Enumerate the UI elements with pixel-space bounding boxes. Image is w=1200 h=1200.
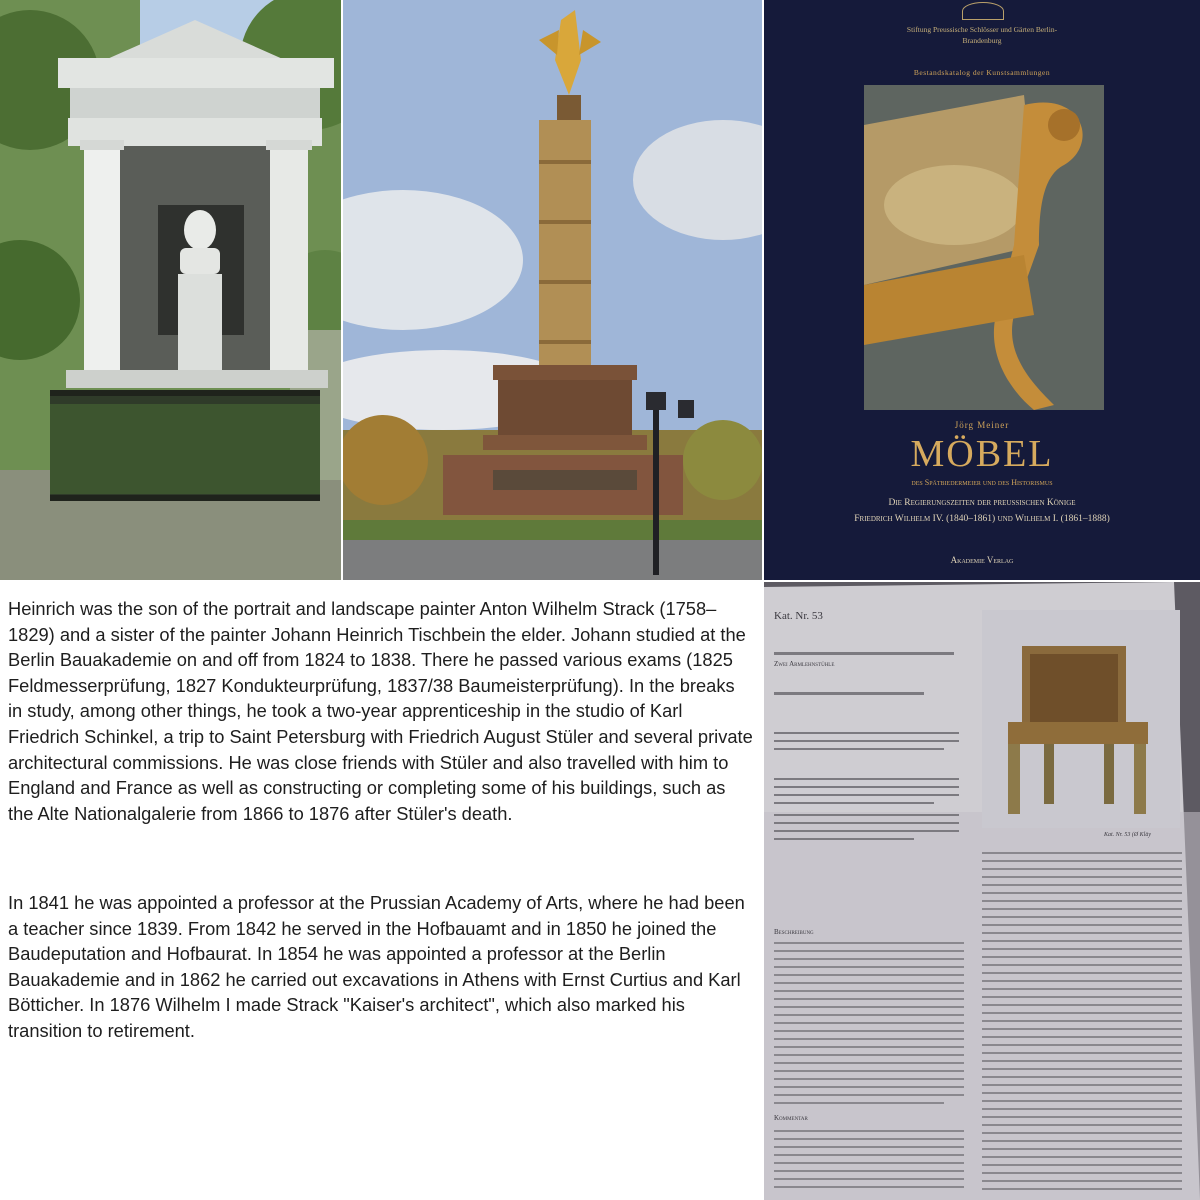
biography-text-panel: [0, 582, 762, 1200]
catalog-number: Kat. Nr. 53: [774, 610, 823, 622]
biography-paragraph-2: In 1841 he was appointed a professor at the Prussian Academy of Arts, where he had been a teacher since 1839. From 1842 he served in the Hofbauamt and in 1850 he joined the Baudeputation and Hofbaurat. In 1854 he was appointed a professor at the Berlin Bauakademie and in 1862 he carried out excavations in Athens with Ernst Curtius and Karl Bötticher. In 1876 Wilhelm I made Strack "Kaiser's architect", which also marked his transition to retirement.: [8, 892, 745, 1041]
catalog-section-description: Beschreibung: [774, 928, 814, 936]
catalog-heading: Zwei Armlehnstühle: [774, 660, 835, 668]
book-publisher: Akademie Verlag: [950, 555, 1014, 565]
book-subtitle: des Spätbiedermeier und des Historismus: [911, 478, 1053, 487]
catalog-section-commentary: Kommentar: [774, 1114, 808, 1122]
eagle-emblem-icon: [962, 2, 1004, 20]
mausoleum-photo: [0, 0, 341, 580]
book-title: MÖBEL: [910, 433, 1054, 475]
catalog-caption: Kat. Nr. 53 (Ø Kläy: [1104, 832, 1152, 838]
catalog-page-photo: [764, 582, 1200, 1200]
book-cover-photo: [764, 0, 1200, 580]
book-publisher-top: Stiftung Preussische Schlösser und Gärten Berlin-Brandenburg: [906, 25, 1058, 45]
cover-image: [864, 85, 1104, 410]
book-author: Jörg Meiner: [954, 420, 1010, 430]
book-description-line-1: Die Regierungszeiten der preussischen Könige: [888, 498, 1076, 508]
biography-paragraph-1: Heinrich was the son of the portrait and landscape painter Anton Wilhelm Strack (1758–1829) and a sister of the painter Johann Heinrich Tischbein the elder. Johann studied at the Berlin Bauakademie on and off from 1824 to 1838. There he passed various exams (1825 Feldmesserprüfung, 1827 Kondukteurprüfung, 1837/38 Baumeisterprüfung). In the breaks in study, among other things, he took a two-year apprenticeship in the studio of Karl Friedrich Schinkel, a trip to Saint Petersburg with Friedrich August Stüler and several private architectural commissions. He was close friends with Stüler and also travelled with him to England and France as well as constructing or completing some of his buildings, such as the Alte Nationalgalerie from 1866 to 1876 after Stüler's death.: [8, 598, 753, 824]
book-series: Bestandskatalog der Kunstsammlungen: [913, 68, 1051, 77]
book-description-line-2: Friedrich Wilhelm IV. (1840–1861) und Wilhelm I. (1861–1888): [854, 514, 1110, 524]
victory-column-photo: [343, 0, 762, 580]
